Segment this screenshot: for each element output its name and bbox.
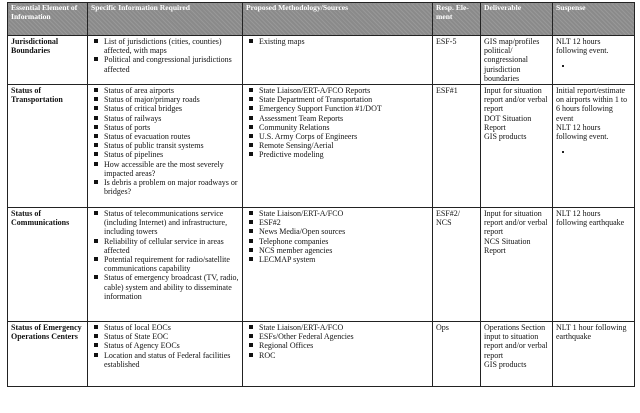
list-item: News Media/Open sources: [259, 227, 429, 236]
list-item: Potential requirement for radio/satellite communications capability: [104, 255, 239, 273]
info-cell: [88, 322, 243, 387]
speck-mark: [562, 151, 564, 153]
list-item: Status of emergency broadcast (TV, radio, cable) system and ability to disseminate information: [104, 273, 239, 301]
deliverable-cell: [481, 322, 553, 387]
resp-cell: Ops: [433, 322, 481, 387]
header-method: Proposed Methodology/Sources: [243, 3, 433, 36]
table-row: [8, 208, 635, 322]
list-item: Status of local EOCs: [104, 323, 239, 332]
list-item: Predictive modeling: [259, 150, 429, 159]
list-item: Status of State EOC: [104, 332, 239, 341]
list-item: How accessible are the most severely impacted areas?: [104, 160, 239, 178]
list-item: U.S. Army Corps of Engineers: [259, 132, 429, 141]
header-deliverable: Deliverable: [481, 3, 553, 36]
deliverable-cell: [481, 208, 553, 322]
suspense-line: NLT 12 hours following earthquake: [556, 209, 625, 228]
eei-table: [7, 2, 635, 387]
deliverable-line: NCS Situation Report: [484, 236, 531, 255]
list-item: ESF#2: [259, 218, 429, 227]
method-cell: [243, 322, 433, 387]
deliverable-line: Input for situation report and/or verbal report: [484, 209, 548, 237]
list-item: Regional Offices: [259, 341, 429, 350]
element-cell: Status of Emergency Operations Centers: [8, 322, 88, 387]
list-item: State Liaison/ERT-A/FCO: [259, 209, 429, 218]
info-cell: [88, 36, 243, 85]
deliverable-line: DOT Situation Report: [484, 113, 532, 132]
list-item: Location and status of Federal facilities established: [104, 351, 239, 369]
resp-cell: ESF#2/ NCS: [433, 208, 481, 322]
suspense-cell: [553, 85, 635, 208]
list-item: Emergency Support Function #1/DOT: [259, 104, 429, 113]
list-item: Assessment Team Reports: [259, 114, 429, 123]
list-item: List of jurisdictions (cities, counties) affected, with maps: [104, 37, 239, 55]
suspense-line: NLT 12 hours following event.: [556, 37, 609, 56]
eei-table-sheet: [7, 2, 634, 411]
list-item: Status of pipelines: [104, 150, 239, 159]
method-cell: [243, 85, 433, 208]
list-item: Status of public transit systems: [104, 141, 239, 150]
list-item: State Liaison/ERT-A/FCO Reports: [259, 86, 429, 95]
list-item: Telephone companies: [259, 237, 429, 246]
list-item: Status of railways: [104, 114, 239, 123]
header-element: Essential Element of Information: [8, 3, 88, 36]
list-item: ROC: [259, 351, 429, 360]
resp-cell: ESF#1: [433, 85, 481, 208]
suspense-cell: [553, 208, 635, 322]
list-item: Status of Agency EOCs: [104, 341, 239, 350]
suspense-cell: [553, 322, 635, 387]
list-item: NCS member agencies: [259, 246, 429, 255]
table-row: [8, 36, 635, 85]
method-cell: [243, 208, 433, 322]
list-item: LECMAP system: [259, 255, 429, 264]
element-cell: Status of Transportation: [8, 85, 88, 208]
deliverable-line: GIS map/profiles political/ congressional jurisdiction boundaries: [484, 37, 540, 83]
element-cell: Status of Communications: [8, 208, 88, 322]
info-cell: [88, 208, 243, 322]
list-item: Status of evacuation routes: [104, 132, 239, 141]
speck-mark: [562, 65, 564, 67]
list-item: Reliability of cellular service in areas affected: [104, 237, 239, 255]
info-cell: [88, 85, 243, 208]
resp-cell: ESF-5: [433, 36, 481, 85]
header-info: Specific Information Required: [88, 3, 243, 36]
table-row: [8, 85, 635, 208]
list-item: Community Relations: [259, 123, 429, 132]
deliverable-line: GIS products: [484, 359, 527, 369]
list-item: Status of ports: [104, 123, 239, 132]
suspense-cell: [553, 36, 635, 85]
list-item: State Department of Transportation: [259, 95, 429, 104]
list-item: Political and congressional jurisdictions affected: [104, 55, 239, 73]
list-item: Status of area airports: [104, 86, 239, 95]
suspense-line: NLT 1 hour following earthquake: [556, 323, 627, 342]
list-item: Status of major/primary roads: [104, 95, 239, 104]
suspense-line: Initial report/estimate on airports within 1 to 6 hours following event: [556, 86, 628, 123]
header-suspense: Suspense: [553, 3, 635, 36]
list-item: Is debris a problem on major roadways or bridges?: [104, 178, 238, 197]
list-item: State Liaison/ERT-A/FCO: [259, 323, 429, 332]
element-cell: Jurisdictional Boundaries: [8, 36, 88, 85]
list-item: Existing maps: [259, 37, 429, 46]
header-row: [8, 3, 635, 36]
deliverable-cell: [481, 36, 553, 85]
method-cell: [243, 36, 433, 85]
deliverable-line: Operations Section input to situation report and/or verbal report: [484, 323, 548, 360]
list-item: Status of telecommunications service (including Internet) and infrastructure, including towers: [104, 209, 239, 237]
deliverable-line: GIS products: [484, 132, 527, 142]
deliverable-cell: [481, 85, 553, 208]
list-item: ESFs/Other Federal Agencies: [259, 332, 429, 341]
suspense-line: NLT 12 hours following event.: [556, 122, 609, 142]
header-resp: Resp. Ele- ment: [433, 3, 481, 36]
list-item: Status of critical bridges: [104, 104, 239, 113]
list-item: Remote Sensing/Aerial: [259, 141, 429, 150]
deliverable-line: Input for situation report and/or verbal report: [484, 86, 548, 114]
table-row: [8, 322, 635, 387]
